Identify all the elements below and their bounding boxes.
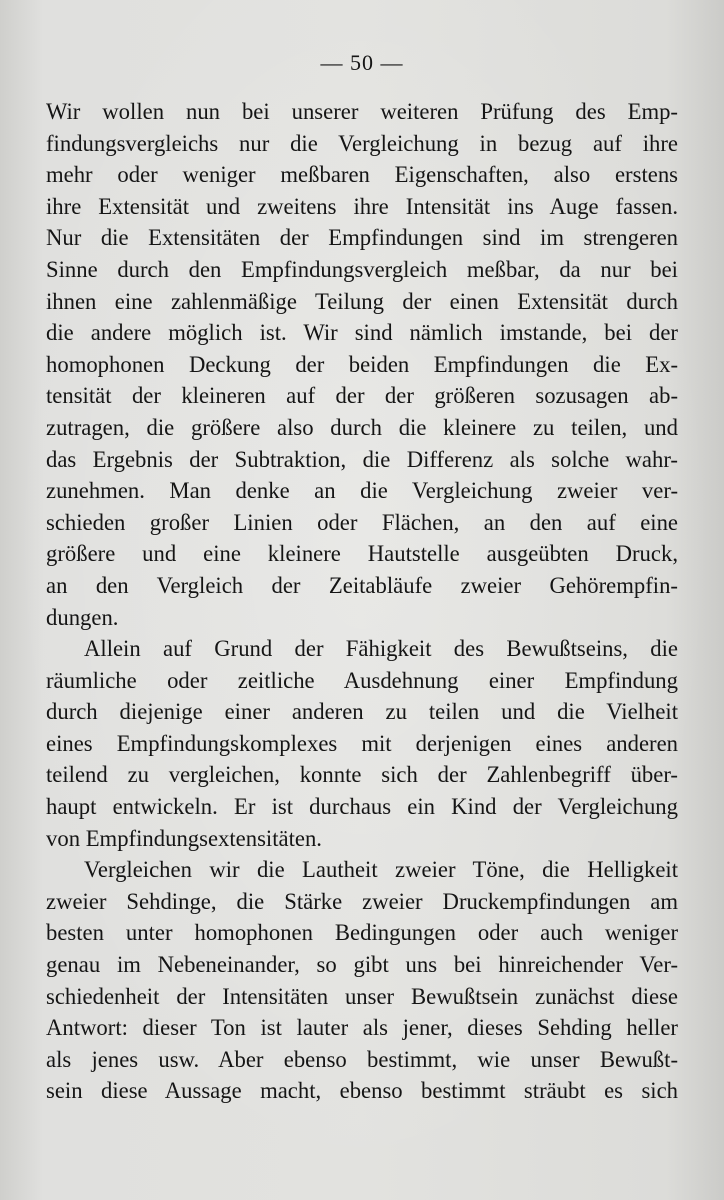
- text-line: Wir wollen nun bei unserer weiteren Prüfung des Emp-: [46, 99, 678, 124]
- text-line: Nur die Extensitäten der Empfindungen sind im strengeren: [46, 225, 678, 251]
- text-line: von Empfindungsextensitäten.: [46, 825, 322, 851]
- text-line: sein diese Aussage macht, ebenso bestimmt sträubt es sich: [46, 1078, 678, 1104]
- text-line: homophonen Deckung der beiden Empfindungen die Ex-: [46, 351, 678, 377]
- text-line: genau im Nebeneinander, so gibt uns bei hinreichender Ver-: [46, 952, 678, 978]
- text-line: zunehmen. Man denke an die Vergleichung zweier ver-: [46, 478, 678, 504]
- body-text: [46, 96, 678, 1107]
- text-line: zutragen, die größere also durch die kleinere zu teilen, und: [46, 414, 678, 440]
- text-line: schiedenheit der Intensitäten unser Bewußtsein zunächst diese: [46, 983, 678, 1009]
- text-line: haupt entwickeln. Er ist durchaus ein Kind der Vergleichung: [46, 794, 678, 820]
- text-line: an den Vergleich der Zeitabläufe zweier Gehörempfin-: [46, 572, 678, 598]
- text-line: findungsvergleichs nur die Vergleichung in bezug auf ihre: [46, 130, 678, 156]
- text-line: die andere möglich ist. Wir sind nämlich imstande, bei der: [46, 320, 678, 346]
- text-line: dungen.: [46, 604, 119, 630]
- text-line: Sinne durch den Empfindungsvergleich meßbar, da nur bei: [46, 256, 678, 282]
- text-line: besten unter homophonen Bedingungen oder auch weniger: [46, 920, 678, 946]
- text-line: das Ergebnis der Subtraktion, die Differenz als solche wahr-: [46, 446, 678, 472]
- text-line: als jenes usw. Aber ebenso bestimmt, wie unser Bewußt-: [46, 1046, 678, 1072]
- text-line: mehr oder weniger meßbaren Eigenschaften, also erstens: [46, 162, 678, 188]
- text-line: größere und eine kleinere Hautstelle ausgeübten Druck,: [46, 541, 678, 567]
- text-line: Vergleichen wir die Lautheit zweier Töne, die Helligkeit: [84, 857, 678, 883]
- text-line: Antwort: dieser Ton ist lauter als jener, dieses Sehding heller: [46, 1015, 678, 1041]
- text-line: zweier Sehdinge, die Stärke zweier Druckempfindungen am: [46, 888, 678, 914]
- text-line: Allein auf Grund der Fähigkeit des Bewußtseins, die: [84, 636, 678, 662]
- text-line: ihre Extensität und zweitens ihre Intensität ins Auge fassen.: [46, 193, 678, 219]
- paragraph-3: [46, 854, 678, 1107]
- text-line: teilend zu vergleichen, konnte sich der Zahlenbegriff über-: [46, 762, 678, 788]
- text-line: durch diejenige einer anderen zu teilen und die Vielheit: [46, 699, 678, 725]
- text-line: ihnen eine zahlenmäßige Teilung der einen Extensität durch: [46, 288, 678, 314]
- paragraph-1: [46, 96, 678, 633]
- text-line: eines Empfindungskomplexes mit derjenigen eines anderen: [46, 730, 678, 756]
- paragraph-2: [46, 633, 678, 854]
- text-line: tensität der kleineren auf der der größeren sozusagen ab-: [46, 383, 678, 409]
- text-line: schieden großer Linien oder Flächen, an den auf eine: [46, 509, 678, 535]
- text-line: räumliche oder zeitliche Ausdehnung einer Empfindung: [46, 667, 678, 693]
- page-number: — 50 —: [320, 50, 404, 75]
